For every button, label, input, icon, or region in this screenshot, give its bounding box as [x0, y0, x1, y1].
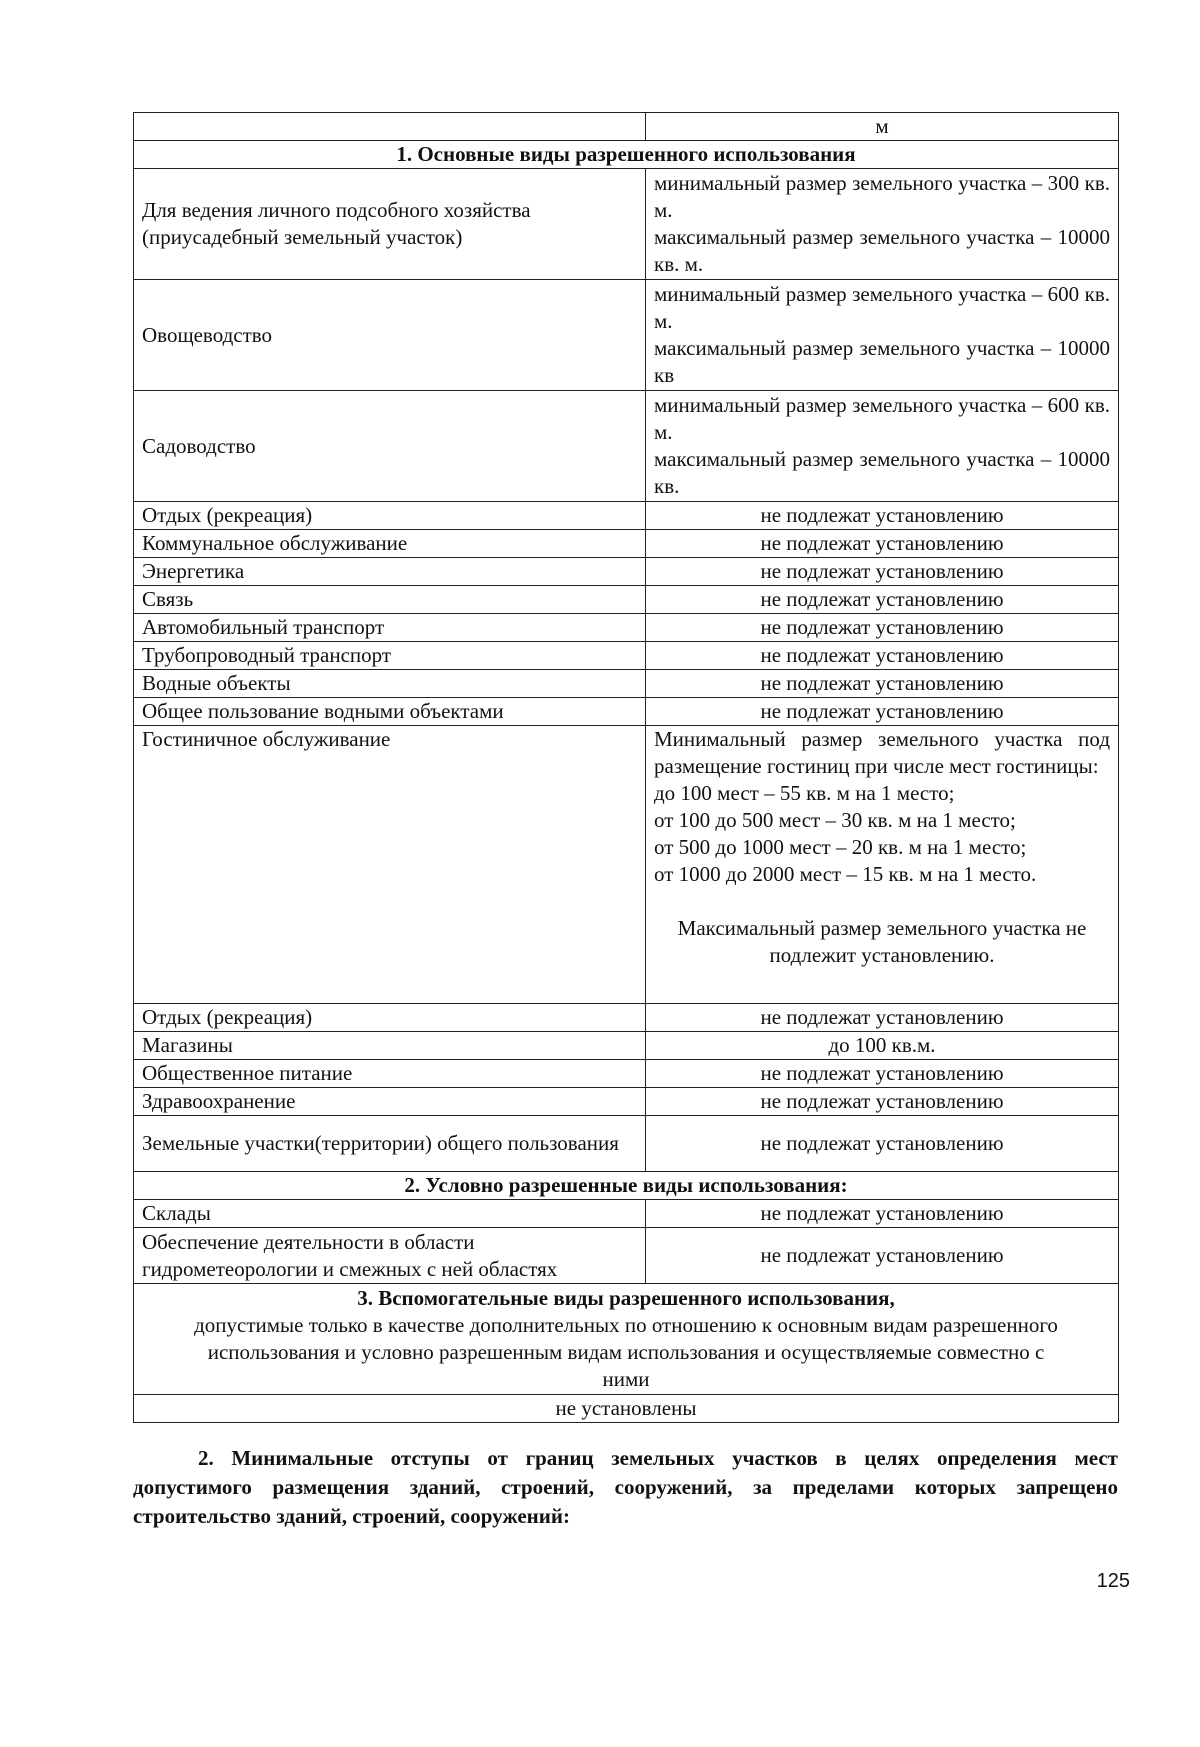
hotel-line: от 500 до 1000 мест – 20 кв. м на 1 место;	[654, 835, 1027, 859]
use-type-value: не подлежат установлению	[646, 586, 1119, 614]
table-row	[134, 726, 1119, 1004]
use-type-name: Автомобильный транспорт	[134, 614, 646, 642]
section-header-row	[134, 141, 1119, 169]
use-type-name: Здравоохранение	[134, 1088, 646, 1116]
table-row	[134, 1060, 1119, 1088]
use-type-value: не подлежат установлению	[646, 614, 1119, 642]
table-row	[134, 670, 1119, 698]
table-cell-empty	[134, 113, 646, 141]
use-type-value: до 100 кв.м.	[646, 1032, 1119, 1060]
use-type-name: Отдых (рекреация)	[134, 502, 646, 530]
use-type-value: не подлежат установлению	[646, 502, 1119, 530]
section3-subtitle: допустимые только в качестве дополнительных по отношению к основным видам разрешенного использования и условно разрешенным видам использования и осуществляемые совместно с ними	[194, 1313, 1058, 1391]
use-type-name: Связь	[134, 586, 646, 614]
table-row	[134, 1395, 1119, 1423]
use-type-value: не подлежат установлению	[646, 1200, 1119, 1228]
table-row	[134, 614, 1119, 642]
table-row	[134, 113, 1119, 141]
use-type-value: не подлежат установлению	[646, 1004, 1119, 1032]
table-row	[134, 530, 1119, 558]
land-use-table	[133, 112, 1119, 1423]
hotel-line: от 100 до 500 мест – 30 кв. м на 1 место;	[654, 808, 1016, 832]
section1-title: 1. Основные виды разрешенного использования	[134, 141, 1119, 169]
table-row	[134, 642, 1119, 670]
hotel-line: до 100 мест – 55 кв. м на 1 место;	[654, 781, 955, 805]
table-row	[134, 280, 1119, 391]
use-type-value: не подлежат установлению	[646, 1088, 1119, 1116]
use-type-name: Овощеводство	[134, 280, 646, 391]
table-row	[134, 1032, 1119, 1060]
hotel-intro: Минимальный размер земельного участка под размещение гостиниц при числе мест гостиницы:	[654, 727, 1110, 778]
use-type-value: не подлежат установлению	[646, 698, 1119, 726]
use-type-name: Коммунальное обслуживание	[134, 530, 646, 558]
table-row	[134, 698, 1119, 726]
use-type-value: не подлежат установлению	[646, 530, 1119, 558]
section3-title: 3. Вспомогательные виды разрешенного использования,	[357, 1286, 895, 1310]
use-type-value: минимальный размер земельного участка – 600 кв. м. максимальный размер земельного участка – 10000 кв.	[646, 391, 1119, 502]
use-type-name: Гостиничное обслуживание	[134, 726, 646, 1004]
table-row	[134, 1200, 1119, 1228]
use-type-name: Водные объекты	[134, 670, 646, 698]
section-header-row	[134, 1172, 1119, 1200]
header-unit: м	[646, 113, 1119, 141]
use-type-name: Садоводство	[134, 391, 646, 502]
table-row	[134, 558, 1119, 586]
table-row	[134, 1116, 1119, 1172]
use-type-value: не подлежат установлению	[646, 670, 1119, 698]
use-type-name: Земельные участки(территории) общего пользования	[134, 1116, 646, 1172]
use-type-value: не подлежат установлению	[646, 1116, 1119, 1172]
table-row	[134, 586, 1119, 614]
table-row	[134, 169, 1119, 280]
use-type-name: Склады	[134, 1200, 646, 1228]
setback-paragraph: 2. Минимальные отступы от границ земельных участков в целях определения мест допустимого размещения зданий, строений, сооружений, за пределами которых запрещено строительство зданий, строений, сооружений:	[133, 1446, 1118, 1528]
use-type-value: не подлежат установлению	[646, 642, 1119, 670]
table-row	[134, 391, 1119, 502]
use-type-value: минимальный размер земельного участка – 600 кв. м. максимальный размер земельного участка – 10000 кв	[646, 280, 1119, 391]
use-type-value: минимальный размер земельного участка – 300 кв. м. максимальный размер земельного участка – 10000 кв. м.	[646, 169, 1119, 280]
hotel-value	[646, 726, 1119, 1004]
table-row	[134, 1004, 1119, 1032]
page-number: 125	[1096, 1570, 1130, 1592]
use-type-value: не подлежат установлению	[646, 558, 1119, 586]
section-header-row	[134, 1284, 1119, 1395]
use-type-name: Общественное питание	[134, 1060, 646, 1088]
use-type-name: Трубопроводный транспорт	[134, 642, 646, 670]
use-type-name: Отдых (рекреация)	[134, 1004, 646, 1032]
use-type-value: не подлежат установлению	[646, 1228, 1119, 1284]
use-type-name: Общее пользование водными объектами	[134, 698, 646, 726]
table-row	[134, 1228, 1119, 1284]
hotel-max: Максимальный размер земельного участка не подлежит установлению.	[677, 916, 1087, 967]
table-row	[134, 502, 1119, 530]
section3-value: не установлены	[134, 1395, 1119, 1423]
use-type-name: Магазины	[134, 1032, 646, 1060]
use-type-name: Энергетика	[134, 558, 646, 586]
table-row	[134, 1088, 1119, 1116]
section3-cell	[134, 1284, 1119, 1395]
use-type-value: не подлежат установлению	[646, 1060, 1119, 1088]
section2-title: 2. Условно разрешенные виды использования:	[134, 1172, 1119, 1200]
use-type-name: Обеспечение деятельности в области гидрометеорологии и смежных с ней областях	[134, 1228, 646, 1284]
use-type-name: Для ведения личного подсобного хозяйства (приусадебный земельный участок)	[134, 169, 646, 280]
hotel-line: от 1000 до 2000 мест – 15 кв. м на 1 место.	[654, 862, 1037, 886]
